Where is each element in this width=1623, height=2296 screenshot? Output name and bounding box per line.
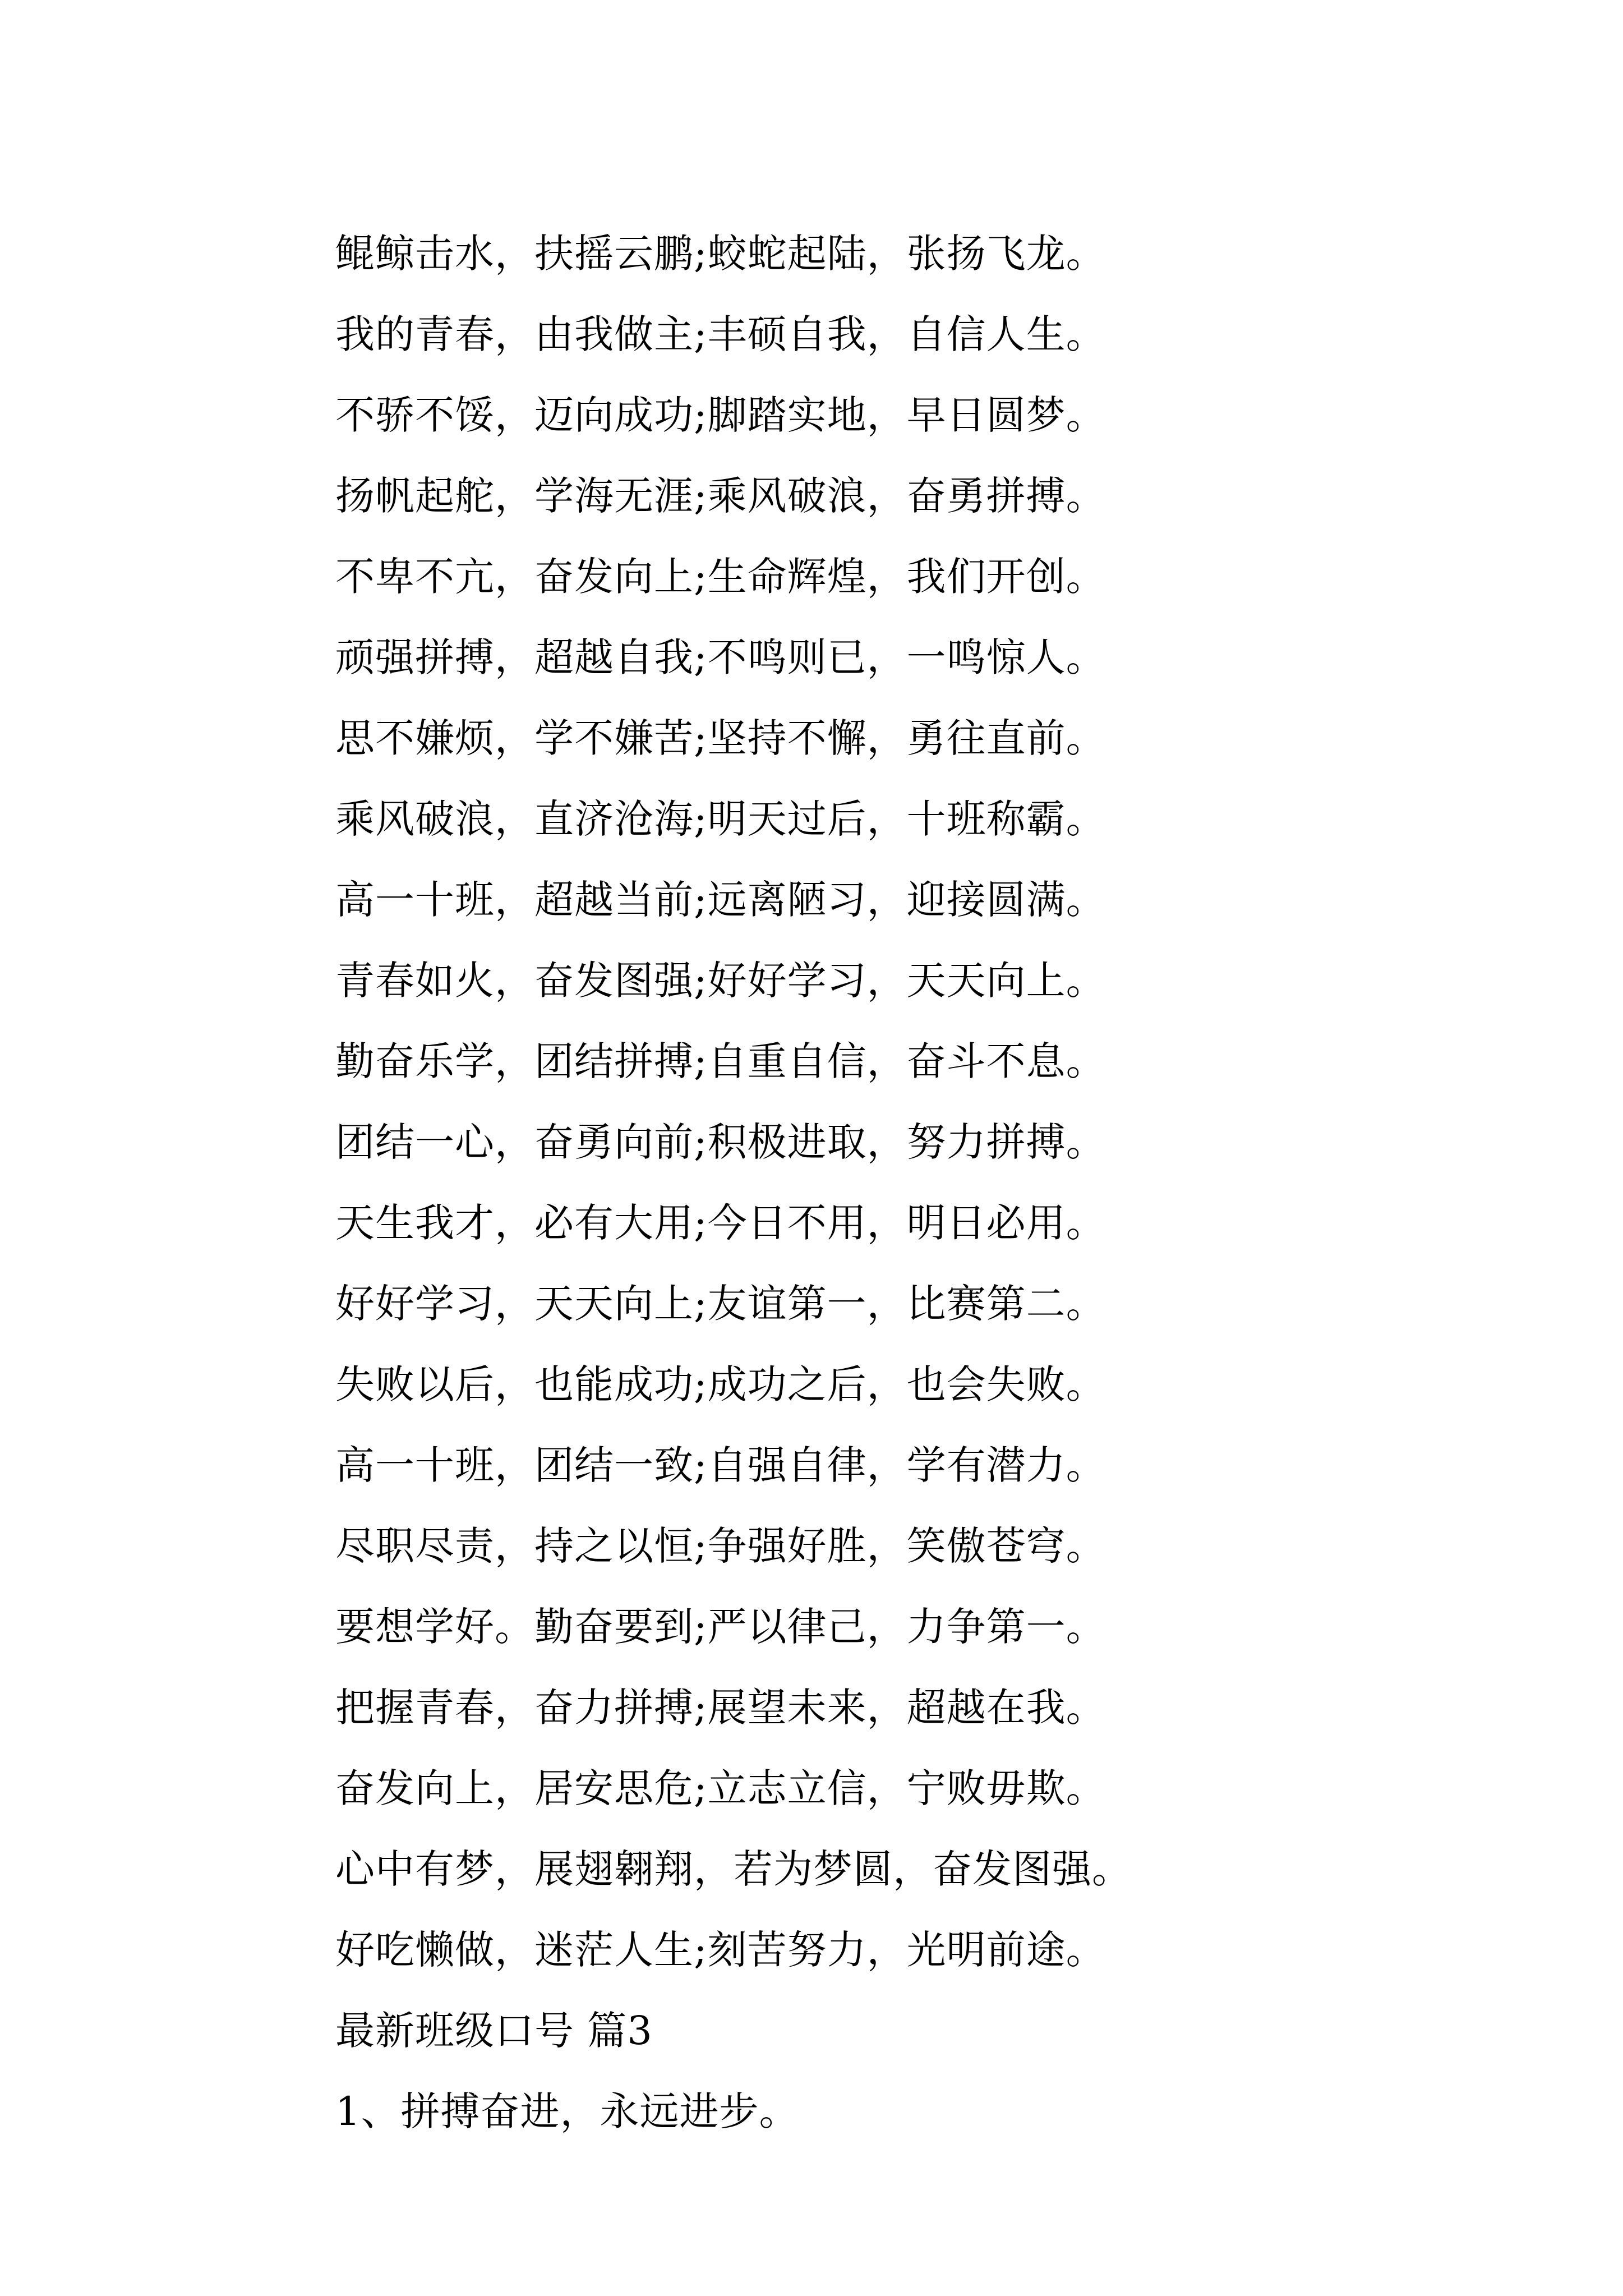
numbered-item-1: 1、拼搏奋进，永远进步。 <box>335 2088 799 2134</box>
slogan-line-4: 扬帆起舵，学海无涯;乘风破浪，奋勇拼搏。 <box>335 473 1106 519</box>
slogan-line-5: 不卑不亢，奋发向上;生命辉煌，我们开创。 <box>335 554 1106 600</box>
slogan-line-19: 把握青春，奋力拼搏;展望未来，超越在我。 <box>335 1685 1106 1731</box>
slogan-line-16: 高一十班，团结一致;自强自律，学有潜力。 <box>335 1442 1106 1488</box>
slogan-line-18: 要想学好。勤奋要到;严以律己，力争第一。 <box>335 1604 1106 1650</box>
slogan-line-11: 勤奋乐学，团结拼搏;自重自信，奋斗不息。 <box>335 1038 1106 1084</box>
slogan-line-1: 鲲鲸击水，扶摇云鹏;蛟蛇起陆，张扬飞龙。 <box>335 231 1106 277</box>
slogan-line-15: 失败以后，也能成功;成功之后，也会失败。 <box>335 1361 1106 1407</box>
slogan-line-9: 高一十班，超越当前;远离陋习，迎接圆满。 <box>335 877 1106 923</box>
slogan-line-7: 思不嫌烦，学不嫌苦;坚持不懈，勇往直前。 <box>335 715 1106 761</box>
slogan-line-21: 心中有梦，展翅翱翔，若为梦圆，奋发图强。 <box>335 1846 1132 1892</box>
slogan-line-8: 乘风破浪，直济沧海;明天过后，十班称霸。 <box>335 796 1106 842</box>
slogan-line-2: 我的青春，由我做主;丰硕自我，自信人生。 <box>335 311 1106 357</box>
slogan-line-13: 天生我才，必有大用;今日不用，明日必用。 <box>335 1200 1106 1246</box>
slogan-line-22: 好吃懒做，迷茫人生;刻苦努力，光明前途。 <box>335 1927 1106 1973</box>
slogan-line-3: 不骄不馁，迈向成功;脚踏实地，早日圆梦。 <box>335 392 1106 438</box>
slogan-line-17: 尽职尽责，持之以恒;争强好胜，笑傲苍穹。 <box>335 1523 1106 1569</box>
section-heading: 最新班级口号 篇3 <box>335 2008 653 2054</box>
document-body <box>335 213 1569 2152</box>
slogan-line-20: 奋发向上，居安思危;立志立信，宁败毋欺。 <box>335 1765 1106 1811</box>
slogan-line-12: 团结一心，奋勇向前;积极进取，努力拼搏。 <box>335 1119 1106 1165</box>
slogan-line-14: 好好学习，天天向上;友谊第一，比赛第二。 <box>335 1281 1106 1327</box>
slogan-line-6: 顽强拼搏，超越自我;不鸣则已，一鸣惊人。 <box>335 634 1106 680</box>
slogan-line-10: 青春如火，奋发图强;好好学习，天天向上。 <box>335 958 1106 1004</box>
